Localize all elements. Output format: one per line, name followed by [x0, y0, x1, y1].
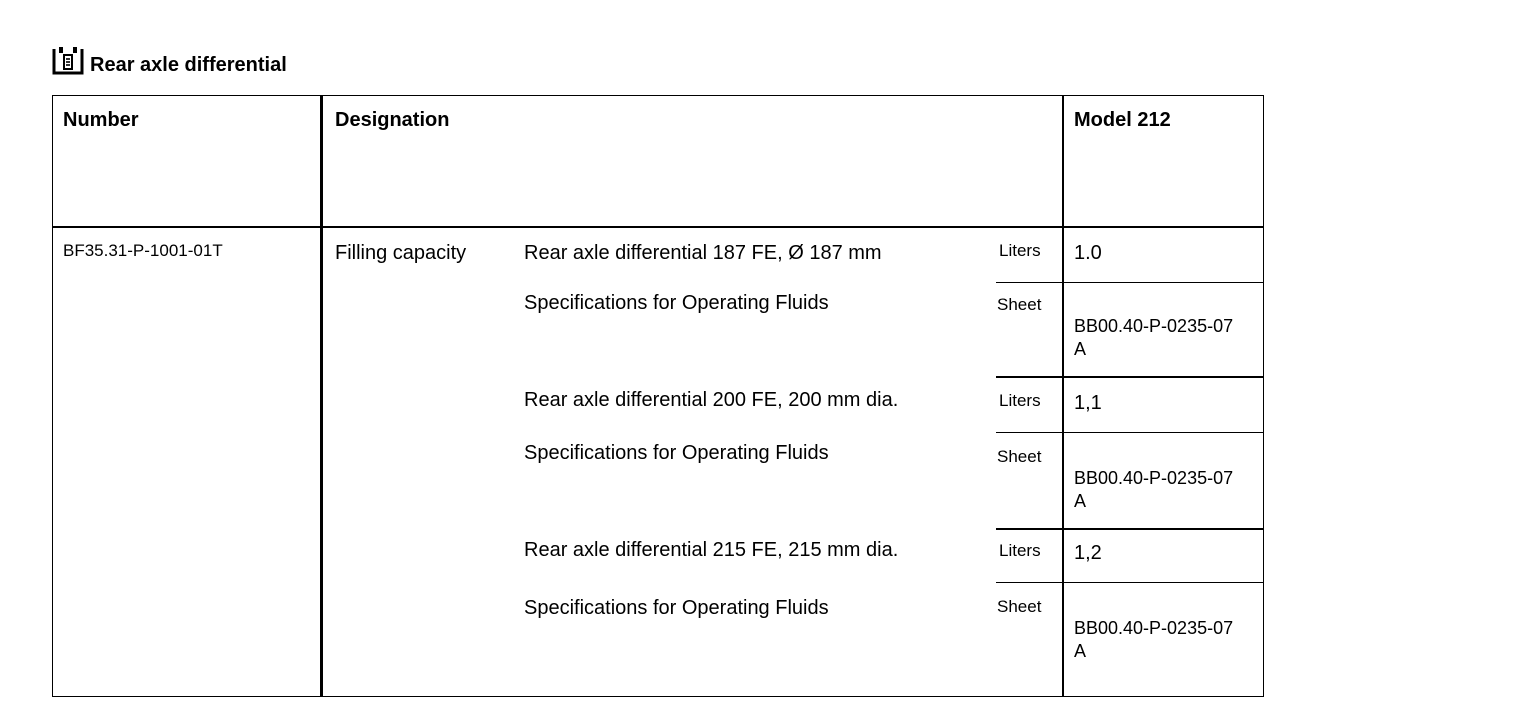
row-unit: Sheet [997, 597, 1042, 616]
row-value: A [1074, 641, 1087, 661]
row-divider [996, 432, 1264, 433]
header-number: Number [63, 109, 139, 131]
row-label: Rear axle differential 187 FE, Ø 187 mm [524, 242, 882, 264]
row-value: 1,2 [1074, 542, 1102, 564]
header-model: Model 212 [1074, 109, 1171, 131]
header-designation: Designation [335, 109, 450, 131]
row-label: Specifications for Operating Fluids [524, 292, 829, 314]
row-value: A [1074, 339, 1087, 359]
row-value: BB00.40-P-0235-07 [1074, 316, 1234, 336]
row-label: Rear axle differential 215 FE, 215 mm dia. [524, 539, 899, 561]
row-value: 1.0 [1074, 242, 1102, 264]
row-label: Rear axle differential 200 FE, 200 mm dia. [524, 389, 899, 411]
row-divider [996, 282, 1264, 283]
row-label: Specifications for Operating Fluids [524, 442, 829, 464]
row-unit: Liters [999, 241, 1041, 260]
row-unit: Sheet [997, 447, 1042, 466]
row-value: BB00.40-P-0235-07 [1074, 468, 1234, 488]
header-divider [52, 226, 1264, 228]
row-label: Specifications for Operating Fluids [524, 597, 829, 619]
row-unit: Liters [999, 541, 1041, 560]
section-title: Rear axle differential [90, 54, 287, 76]
column-divider [320, 95, 323, 697]
row-divider [996, 582, 1264, 583]
row-divider [996, 528, 1264, 530]
row-value: A [1074, 491, 1087, 511]
section-header [52, 46, 287, 76]
column-divider [1062, 95, 1064, 697]
row-unit: Sheet [997, 295, 1042, 314]
row-divider [996, 376, 1264, 378]
service-manual-icon [52, 46, 84, 76]
document-number: BF35.31-P-1001-01T [63, 241, 223, 260]
row-value: 1,1 [1074, 392, 1102, 414]
row-value: BB00.40-P-0235-07 [1074, 618, 1234, 638]
designation-group: Filling capacity [335, 242, 467, 264]
row-unit: Liters [999, 391, 1041, 410]
